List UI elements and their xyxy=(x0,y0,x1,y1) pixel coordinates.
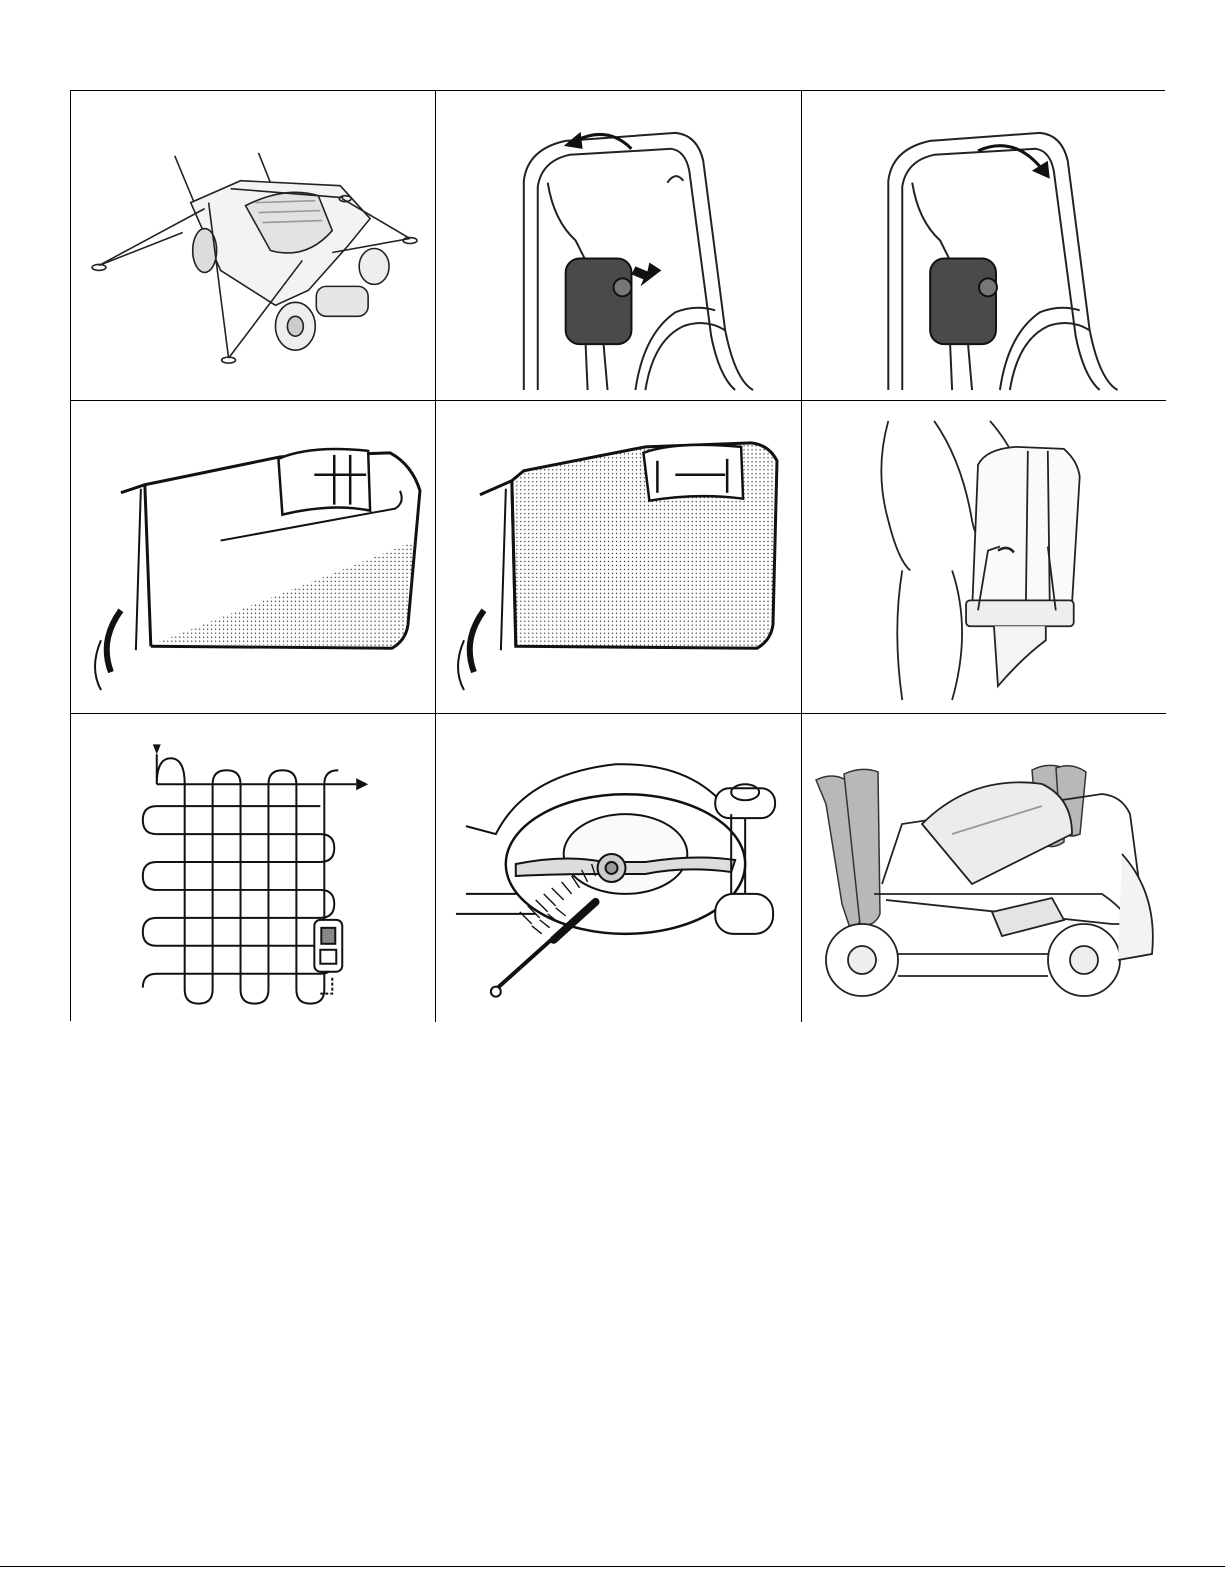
empty-bag-icon xyxy=(802,401,1166,713)
handle-lock-icon xyxy=(802,91,1166,400)
footer-rule xyxy=(0,1566,1225,1567)
panel-clean-blade xyxy=(436,714,802,1022)
panel-carry-mower xyxy=(802,714,1166,1022)
handle-release-icon xyxy=(436,91,801,400)
panel-fold-handle-lock xyxy=(802,91,1166,401)
mowing-pattern-icon xyxy=(71,714,435,1022)
panel-fold-handle-release xyxy=(436,91,802,401)
grass-bag-full-icon xyxy=(436,401,801,713)
instruction-grid xyxy=(70,90,1165,1021)
brush-blade-icon xyxy=(436,714,801,1022)
panel-mowing-pattern xyxy=(71,714,436,1022)
mower-tether-icon xyxy=(71,91,435,400)
grass-bag-partial-icon xyxy=(71,401,435,713)
panel-anchor-mower xyxy=(71,91,436,401)
panel-empty-grass-bag xyxy=(802,401,1166,714)
panel-grass-bag-partial xyxy=(71,401,436,714)
carry-mower-icon xyxy=(802,714,1166,1022)
panel-grass-bag-full xyxy=(436,401,802,714)
